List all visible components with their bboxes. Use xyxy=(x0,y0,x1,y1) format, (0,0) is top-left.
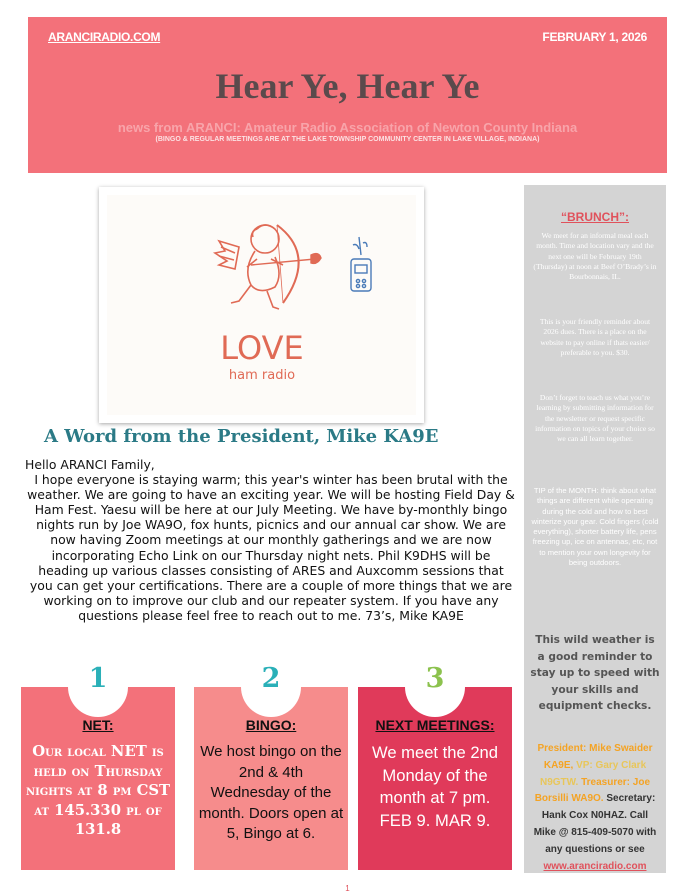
walkie-talkie-icon xyxy=(351,237,371,291)
weather-reminder: This wild weather is a good reminder to stay up to speed with your skills and equipment checks. xyxy=(530,634,660,712)
page-number: 1 xyxy=(345,884,350,893)
net-number-badge xyxy=(68,657,128,717)
tip-text: TIP of the MONTH: think about what things are different while operating during the cold and how to best winterize your gear. Cold fingers (cold everything), shorter battery life, pens freezing up, ice on antennas, etc, not to mention your own longevity for being outdoors. xyxy=(531,486,659,568)
meetings-card-title: NEXT MEETINGS: xyxy=(375,717,495,733)
meetings-number-badge xyxy=(405,657,465,717)
teach-text: Don’t forget to teach us what you’re learning by submitting information for the newsletter or request specific information on topics of your choice so we can all learn together. xyxy=(535,393,655,444)
president-heading: A Word from the President, Mike KA9E xyxy=(44,426,439,447)
bingo-number-badge xyxy=(241,657,301,717)
contact-separator: , xyxy=(570,759,577,771)
newsletter-header xyxy=(28,17,667,173)
meetings-card-body: We meet the 2nd Monday of the month at 7 pm. FEB 9. MAR 9. xyxy=(371,743,499,830)
contact-secretary: Secretary: Hank Cox N0HAZ. xyxy=(541,793,656,822)
love-ham-radio-image xyxy=(99,187,424,423)
net-card-body: Our local NET is held on Thursday nights at 8 pm CST at 145.330 pl of 131.8 xyxy=(25,743,171,838)
sidebar xyxy=(524,185,666,873)
newsletter-title: Hear Ye, Hear Ye xyxy=(215,66,480,106)
letter-greeting: Hello ARANCI Family, xyxy=(25,457,155,472)
bingo-card-body: We host bingo on the 2nd & 4th Wednesday of the month. Doors open at 5, Bingo at 6. xyxy=(198,743,344,842)
dues-text: This is your friendly reminder about 2026 dues. There is a place on the website to pay online if thats easier/ preferable to you. $30. xyxy=(539,317,651,357)
image-background xyxy=(107,195,416,415)
contact-president: President: Mike Swaider KA9E xyxy=(537,743,653,771)
cupid-icon xyxy=(231,225,283,309)
contact-treasurer: Treasurer: Joe Borsilli WA9O. xyxy=(534,776,651,805)
contact-vp: VP: Gary Clark N9GTW. xyxy=(539,759,647,788)
cupid-illustration xyxy=(107,195,416,415)
net-card-title: NET: xyxy=(82,717,114,733)
letter-body: I hope everyone is staying warm; this year's winter has been brutal with the weather. We are going to have an exciting year. We will be hosting Field Day & Ham Fest. Yaesu will be here at our July Meeting. We have by-monthly bingo nights run by Joe WA9O, fox hunts, picnics and our annual car show. We are now having Zoom meetings at our monthly gatherings and we are now incorporating Echo Link on our Thursday night nets. Phil K9DHS will be heading up various classes consisting of ARES and Auxcomm sessions that you can get your certifications. There are a couple of more things that we are working on to improve our club and our repeater system. If you have any questions please feel free to reach out to me. 73’s, Mike KA9E xyxy=(27,472,515,623)
arrow-icon xyxy=(251,254,321,265)
contact-block xyxy=(530,741,660,875)
cupid-wing-icon xyxy=(215,241,239,269)
bingo-number: 2 xyxy=(261,663,281,694)
newsletter-subtitle: news from ARANCI: Amateur Radio Association of Newton County Indiana xyxy=(117,120,578,135)
contact-call: Call Mike @ 815-409-5070 with any questions or see xyxy=(533,810,657,855)
issue-date: FEBRUARY 1, 2026 xyxy=(542,30,647,44)
brunch-text: We meet for an informal meal each month. Time and location vary and the next one will be February 19th (Thursday) at noon at Beef O’Brady’s in Bourbonnais, IL. xyxy=(533,231,657,282)
meetings-number: 3 xyxy=(425,663,445,694)
net-number: 1 xyxy=(88,663,108,694)
website-link[interactable]: www.aranciradio.com xyxy=(543,860,647,872)
president-letter xyxy=(25,457,517,623)
site-link[interactable]: ARANCIRADIO.COM xyxy=(48,30,161,44)
bingo-card-title: BINGO: xyxy=(245,717,297,733)
ham-radio-text: ham radio xyxy=(228,368,296,383)
meeting-location-note: (BINGO & REGULAR MEETINGS ARE AT THE LAKE TOWNSHIP COMMUNITY CENTER IN LAKE VILLAGE, INDIANA) xyxy=(155,136,540,143)
love-text: LOVE xyxy=(220,329,304,367)
brunch-title: “BRUNCH”: xyxy=(561,210,629,224)
